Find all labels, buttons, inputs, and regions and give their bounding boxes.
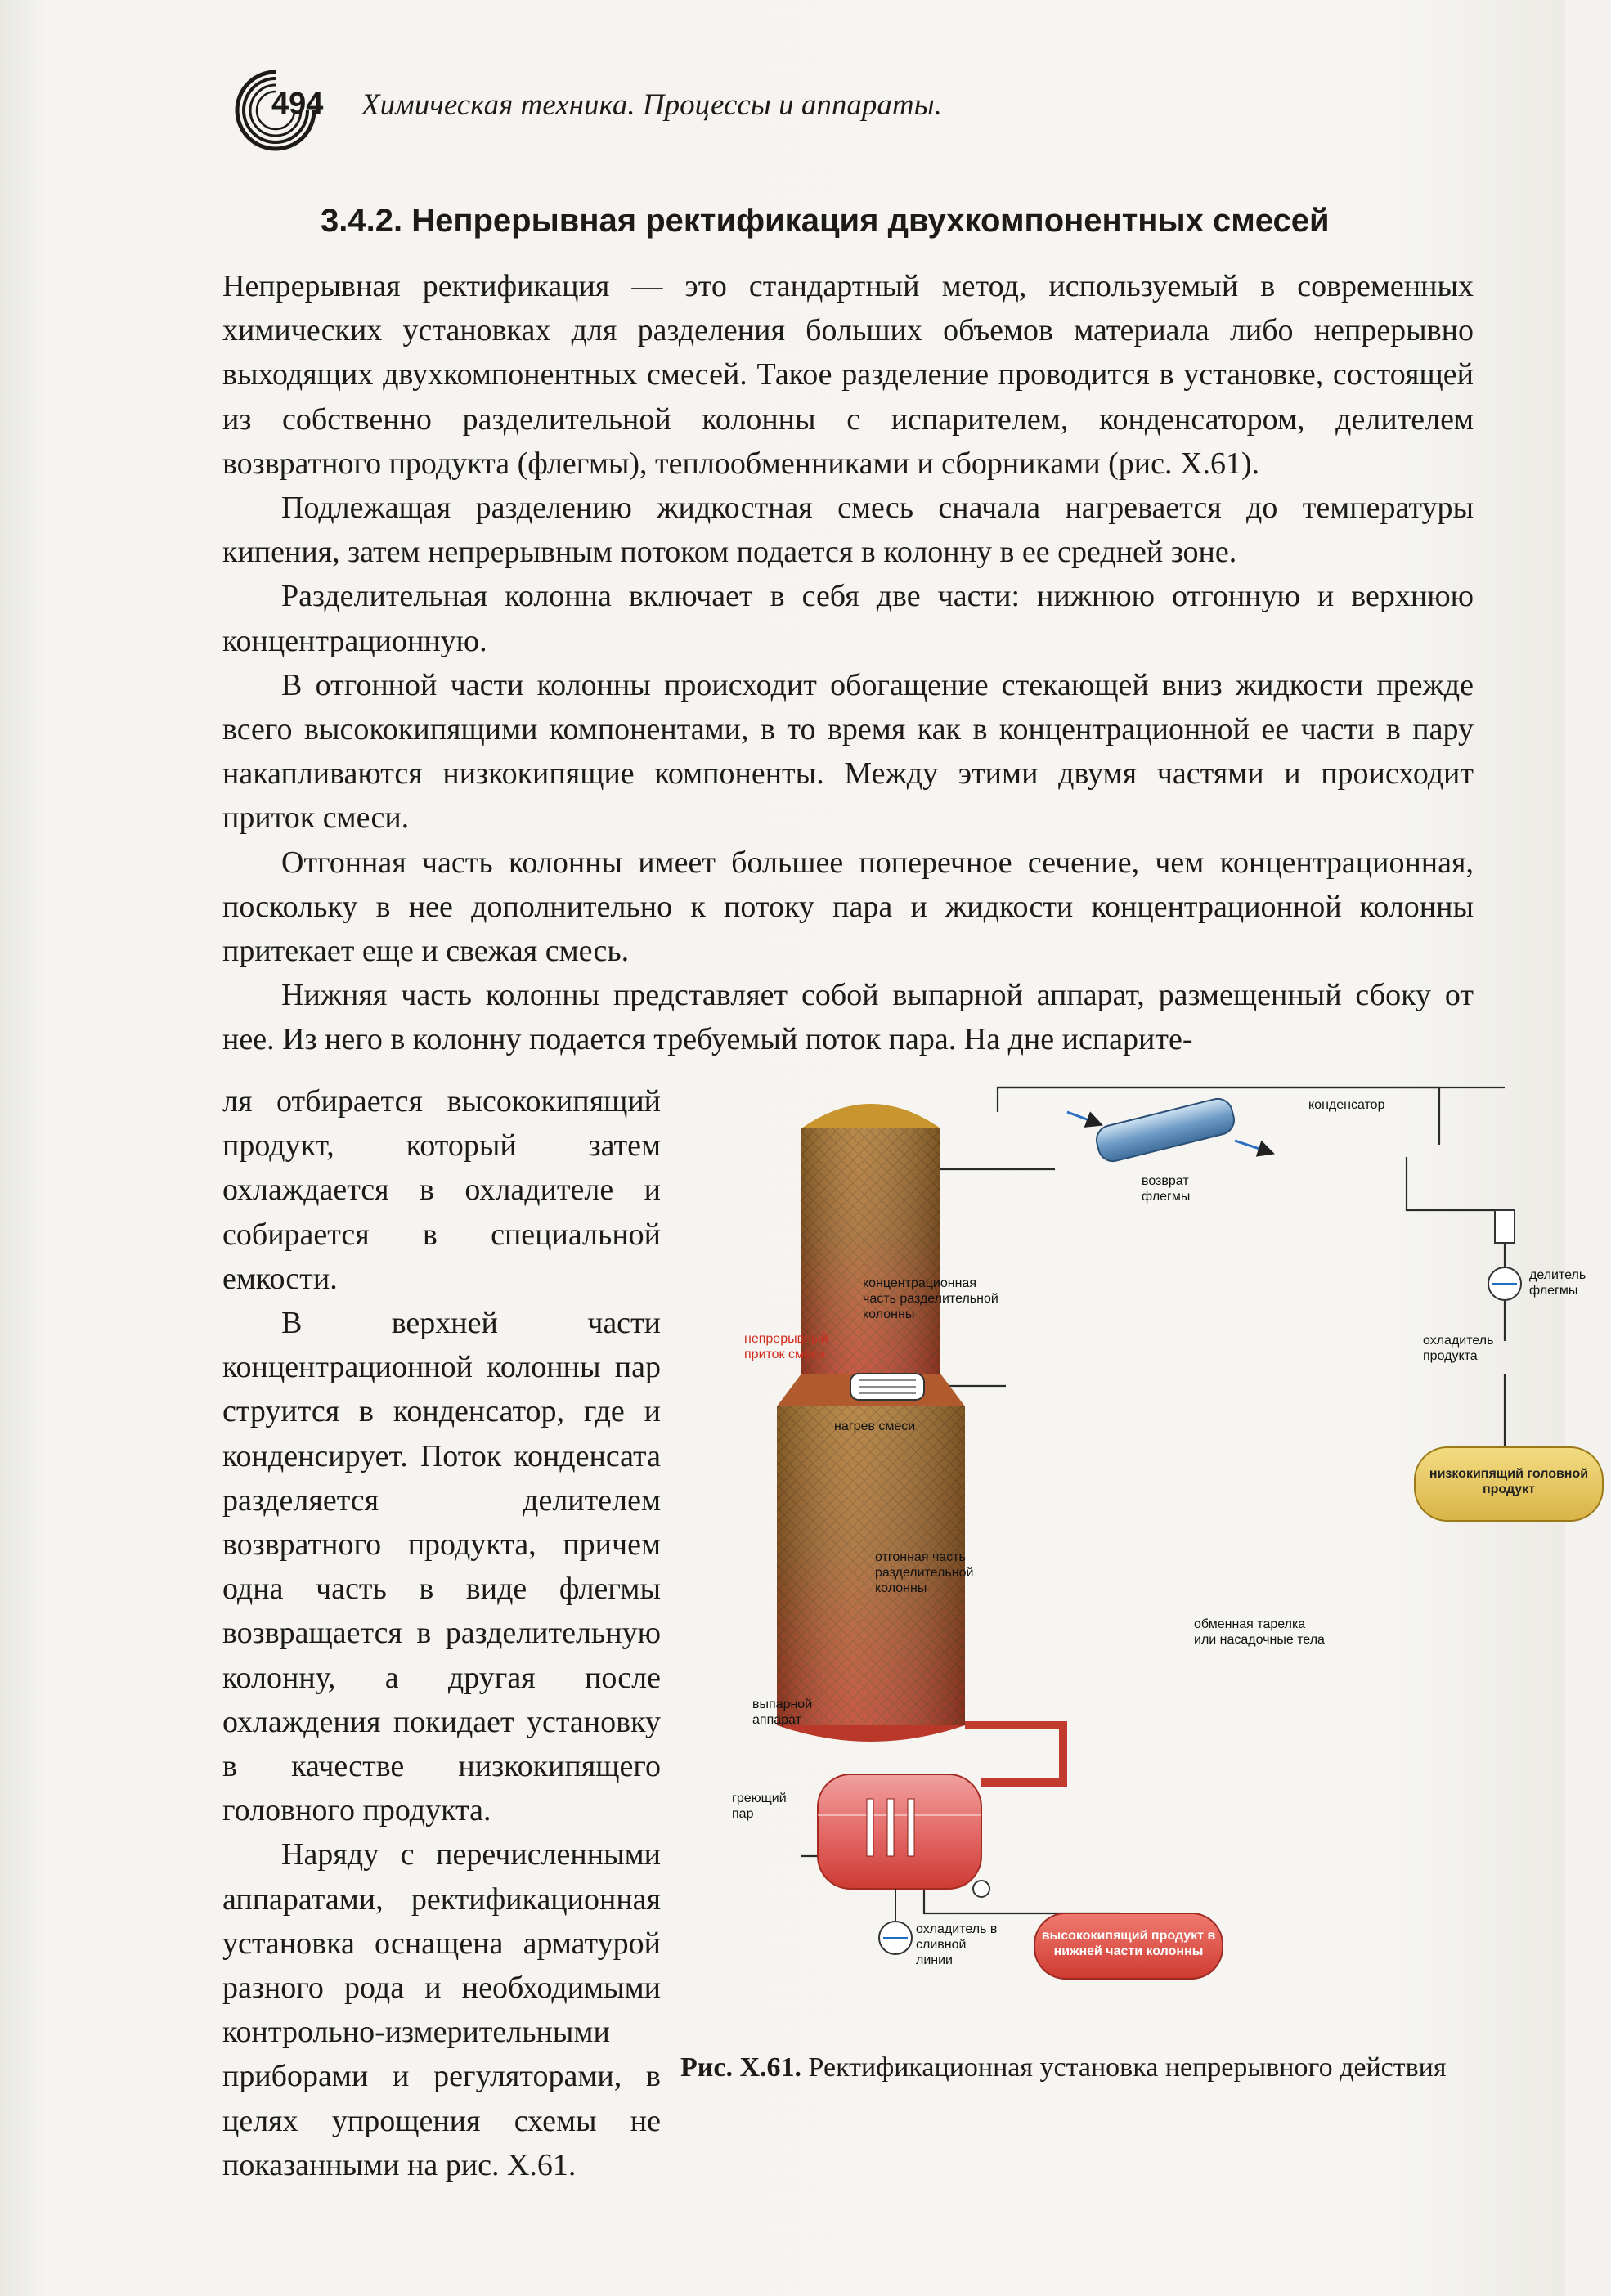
section-heading: 3.4.2. Непрерывная ректификация двухкомпонентных смесей bbox=[321, 203, 1330, 239]
figure-rectification-unit bbox=[687, 1063, 1589, 2077]
paragraph-6-end: ля отбирается высококипящий продукт, который затем охлаждается в охладителе и собирается в специальной емкости. bbox=[222, 1084, 661, 1296]
label-reflux-return: возврат флегмы bbox=[1142, 1174, 1191, 1204]
label-feed: непрерывный приток смеси bbox=[744, 1332, 828, 1361]
label-low-boiling-product: низкокипящий головной продукт bbox=[1429, 1467, 1589, 1496]
label-feed-heater: нагрев смеси bbox=[834, 1419, 916, 1433]
reflux-splitter-icon bbox=[1495, 1210, 1515, 1243]
paragraph-5: Отгонная часть колонны имеет большее поперечное сечение, чем концентрационная, поскольку в нее дополнительно к потоку пара и жидкости концентрационной колонны притекает еще и свежая смесь. bbox=[222, 845, 1474, 969]
label-heating-steam: греющий пар bbox=[732, 1792, 787, 1821]
paragraph-2: Подлежащая разделению жидкостная смесь сначала нагревается до температуры кипения, затем непрерывным потоком подается в колонну в ее средней зоне. bbox=[222, 491, 1474, 570]
label-stripping-part: отгонная часть разделительной колонны bbox=[875, 1550, 974, 1595]
paragraph-4: В отгонной части колонны происходит обогащение стекающей вниз жидкости прежде всего высококипящими компонентами, в то время как в концентрационной ее части в пару накапливаются низкокипящие компоненты. Между этими двумя частями и происходит приток смеси. bbox=[222, 667, 1474, 836]
label-reflux-splitter: делитель флегмы bbox=[1529, 1268, 1586, 1298]
body-text-full-width bbox=[222, 264, 1474, 1062]
figure-caption bbox=[680, 2048, 1474, 2087]
label-high-boiling-product: высококипящий продукт в нижней части колонны bbox=[1041, 1929, 1216, 1958]
feed-heater-icon bbox=[850, 1374, 924, 1400]
product-cooler-icon bbox=[1488, 1267, 1521, 1300]
page-number: 494 bbox=[271, 87, 324, 121]
condenser-icon bbox=[1067, 1096, 1272, 1164]
paragraph-6-start: Нижняя часть колонны представляет собой выпарной аппарат, размещенный сбоку от нее. Из него в колонну подается требуемый поток пара. На дне испарите- bbox=[222, 978, 1474, 1057]
paragraph-3: Разделительная колонна включает в себя две части: нижнюю отгонную и верхнюю концентрационную. bbox=[222, 579, 1474, 658]
caption-number: Рис. X.61. bbox=[680, 2052, 802, 2083]
rectification-diagram bbox=[687, 1063, 1472, 2044]
paragraph-7: В верхней части концентрационной колонны пар струится в конденсатор, где и конденсирует. Поток конденсата разделяется делителем возвратного продукта, причем одна часть в виде флегмы возвращается в разделительную колонну, а другая после охлаждения покидает установку в качестве низкокипящего головного продукта. bbox=[222, 1306, 661, 1828]
drain-cooler-icon bbox=[879, 1889, 912, 1954]
label-product-cooler: охладитель продукта bbox=[1423, 1334, 1494, 1363]
body-text-column bbox=[222, 1079, 661, 2187]
evaporator-icon bbox=[818, 1725, 1063, 1889]
paragraph-8: Наряду с перечисленными аппаратами, ректификационная установка оснащена арматурой разного рода и необходимыми контрольно-измерительными приборами и регуляторами, в целях упрощения схемы не показанными на рис. X.61. bbox=[222, 1837, 661, 2182]
label-condenser: конденсатор bbox=[1308, 1098, 1385, 1112]
running-title: Химическая техника. Процессы и аппараты. bbox=[361, 88, 942, 122]
gauge-icon bbox=[973, 1881, 989, 1897]
label-evaporator: выпарной аппарат bbox=[752, 1697, 813, 1727]
label-trays: обменная тарелка или насадочные тела bbox=[1194, 1617, 1325, 1647]
paragraph-1: Непрерывная ректификация — это стандартный метод, используемый в современных химических установках для разделения больших объемов материала либо непрерывно выходящих двухкомпонентных смесей. Такое разделение проводится в установке, состоящей из собственно разделительной колонны с испарителем, конденсатором, делителем возвратного продукта (флегмы), теплообменниками и сборниками (рис. X.61). bbox=[222, 269, 1474, 481]
caption-text: Ректификационная установка непрерывного действия bbox=[808, 2052, 1447, 2083]
label-drain-cooler: охладитель в сливной линии bbox=[916, 1922, 998, 1967]
label-concentration-part: концентрационная часть разделительной колонны bbox=[863, 1276, 998, 1321]
